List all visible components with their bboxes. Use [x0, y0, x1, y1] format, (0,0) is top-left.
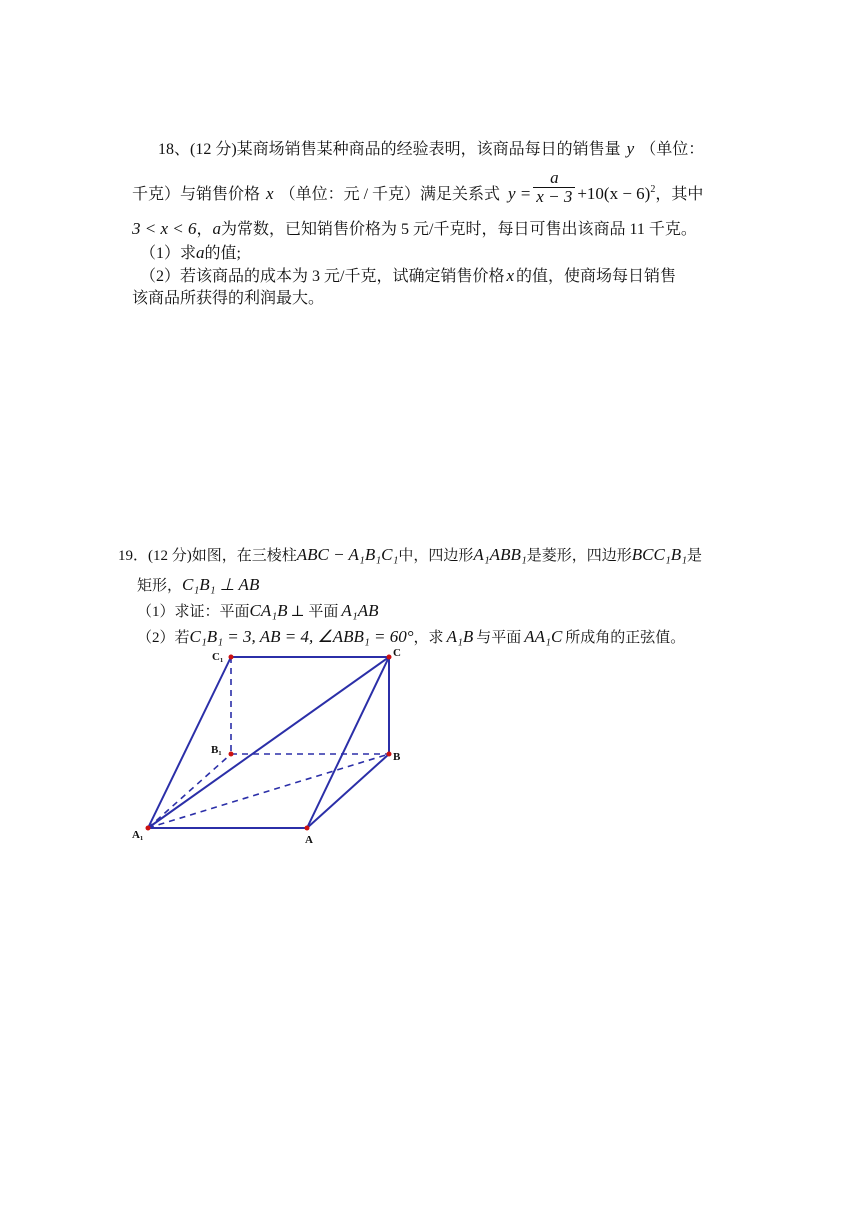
p19-line1-prefix: 19．(12 分)如图，在三棱柱 [118, 548, 297, 564]
p19-line2-prefix: 矩形， [137, 578, 183, 594]
p19-q2-mid: ，求 [413, 630, 444, 646]
p19-prism: ABC − A₁B₁C₁ [296, 545, 399, 564]
p18-q2-prefix: （2）若该商品的成本为 3 元/千克，试确定销售价格 [140, 268, 505, 285]
label-c: C [393, 647, 401, 659]
point-c1 [229, 655, 234, 660]
p18-condition: 3 < x < 6 [132, 219, 197, 238]
label-c1: C₁ [212, 651, 224, 663]
p18-line1-prefix: 18、(12 分)某商场销售某种商品的经验表明，该商品每日的销售量 [158, 141, 621, 158]
p18-formula-den: x − 3 [536, 186, 573, 206]
edge-a1-b [148, 754, 389, 828]
p19-condition: C₁B₁ ⊥ AB [182, 575, 260, 594]
p18-q2-line2: 该商品所获得的利润最大。 [132, 290, 325, 307]
p18-line1-suffix: （单位： [640, 141, 705, 158]
edge-a1-c1 [148, 657, 231, 828]
p19-q1-plane2: A₁AB [341, 601, 379, 620]
p19-q2-suffix: 所成角的正弦值。 [565, 630, 686, 646]
edge-a1-b1 [148, 754, 231, 828]
p18-q1-prefix: （1）求 [140, 245, 197, 262]
edge-a-c [307, 657, 389, 828]
p19-quad1: A₁ABB₁ [473, 545, 527, 564]
p18-line2-prefix: 千克）与销售价格 [132, 186, 261, 203]
point-b [387, 752, 392, 757]
label-a1: A₁ [132, 829, 144, 841]
edge-a-b [307, 754, 389, 828]
label-b: B [393, 751, 401, 763]
p18-var-a: a [212, 219, 222, 238]
edge-a1-c [148, 657, 389, 828]
p19-q1-plane1: CA₁B [249, 601, 288, 620]
point-a [305, 826, 310, 831]
label-b1: B₁ [211, 744, 222, 756]
p18-formula-lhs: y = [508, 184, 532, 203]
p19-line1-mid2: 是菱形，四边形 [526, 548, 632, 564]
p18-line2-mid: （单位：元 / 千克）满足关系式 [279, 186, 501, 203]
p18-formula-num: a [533, 169, 575, 188]
point-b1 [229, 752, 234, 757]
p18-line3-text: 为常数，已知销售价格为 5 元/千克时，每日可售出该商品 11 千克。 [221, 221, 697, 238]
label-a: A [305, 834, 313, 846]
p18-line2-suffix: ，其中 [655, 186, 704, 203]
p19-line1-suffix: 是 [687, 548, 703, 564]
p18-q2-var: x [506, 266, 514, 285]
p18-q2-suffix: 的值，使商场每日销售 [516, 268, 677, 285]
p18-line3: 3 < x < 6，a为常数，已知销售价格为 5 元/千克时，每日可售出该商品 11 千克。 [132, 219, 697, 238]
point-c [387, 655, 392, 660]
p18-q1-var: a [196, 243, 205, 262]
p18-q1-suffix: 的值; [204, 245, 241, 262]
p19-q2-line: A₁B [446, 627, 474, 646]
p19-q2-prefix: （2）若 [137, 630, 190, 646]
p18-formula-exp: 2 [650, 184, 656, 195]
p19-line1-mid: 中，四边形 [398, 548, 474, 564]
p18-var-x: x [266, 184, 274, 203]
p18-formula-rhs: +10(x − 6) [577, 184, 651, 203]
p19-q2-condition: C₁B₁ = 3, AB = 4, ∠ABB₁ = 60° [189, 627, 414, 646]
point-a1 [146, 826, 151, 831]
p19-q1-perp: ⊥ 平面 [290, 604, 339, 620]
p19-quad2: BCC₁B₁ [631, 545, 688, 564]
p19-q2-mid2: 与平面 [476, 630, 522, 646]
p19-q2-plane: AA₁C [524, 627, 563, 646]
p19-q1-prefix: （1）求证：平面 [137, 604, 250, 620]
p18-var-y: y [626, 139, 635, 158]
